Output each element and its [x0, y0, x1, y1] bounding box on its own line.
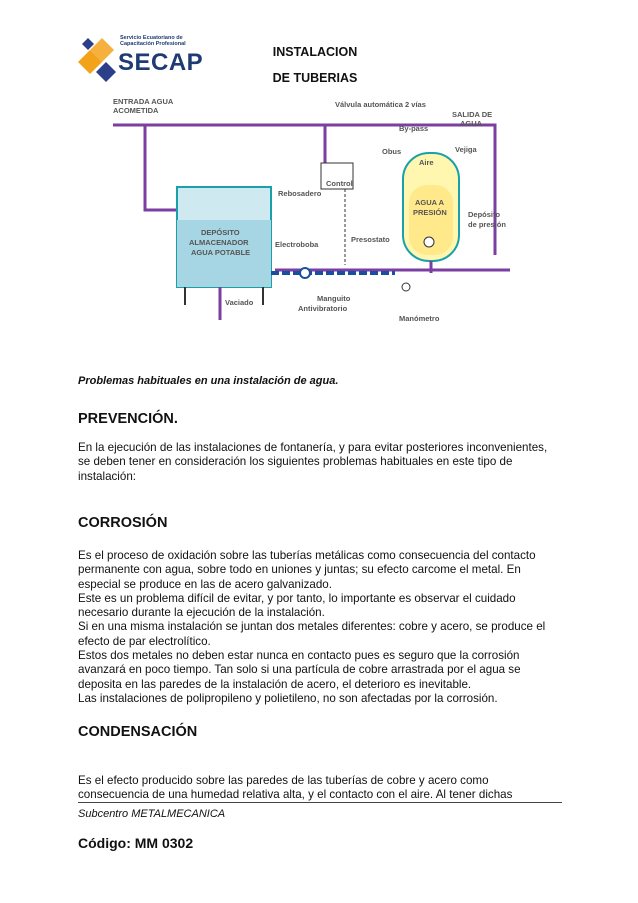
- secap-logo-mark: [76, 32, 120, 82]
- heading-condensacion: CONDENSACIÓN: [78, 724, 198, 740]
- text-line: avanzará en poco tiempo. Tan solo si una partícula de cobre arrastrada por el agua se: [78, 663, 521, 677]
- label-salida1: SALIDA DE: [452, 110, 493, 119]
- subtitle: Problemas habituales en una instalación de agua.: [78, 375, 339, 387]
- label-bypass: By-pass: [399, 124, 429, 133]
- text-line: instalación:: [78, 469, 137, 483]
- label-rebosadero: Rebosadero: [278, 189, 322, 198]
- secap-logo: [76, 32, 206, 84]
- label-acometida: ACOMETIDA: [113, 106, 159, 115]
- text-line: efecto de par electrolítico.: [78, 634, 211, 648]
- label-dep-presion2: de presión: [468, 220, 506, 229]
- text-line: Las instalaciones de polipropileno y polietileno, no son afectadas por la corrosión.: [78, 691, 498, 705]
- text-line: En la ejecución de las instalaciones de fontanería, y para evitar posteriores inconvenientes,: [78, 441, 548, 454]
- label-electroboba: Electroboba: [275, 240, 319, 249]
- label-presostato: Presostato: [351, 235, 390, 244]
- text-line: Estos dos metales no deben estar nunca en contacto pues es seguro que la corrosión: [78, 649, 520, 663]
- label-control: Control: [326, 179, 353, 188]
- label-vejiga: Vejiga: [455, 145, 477, 154]
- label-salida2: AGUA: [460, 119, 483, 128]
- label-dep-presion1: Depósito: [468, 210, 501, 219]
- label-presion: PRESIÓN: [413, 208, 447, 217]
- text-line: Si en una misma instalación se juntan dos metales diferentes: cobre y acero, se produce el: [78, 620, 546, 634]
- label-manguito1: Manguito: [317, 294, 351, 303]
- text-line: Es el proceso de oxidación sobre las tuberías metálicas como consecuencia del contacto: [78, 549, 536, 562]
- label-entrada: ENTRADA AGUA: [113, 97, 174, 106]
- heading-corrosion: CORROSIÓN: [78, 515, 168, 531]
- page-title-line2: DE TUBERIAS: [272, 71, 358, 85]
- label-deposito3: AGUA POTABLE: [191, 248, 251, 257]
- footer-subcentro: Subcentro METALMECANICA: [78, 808, 226, 820]
- text-line: deposita en las paredes de la instalación de acero, el deterioro es inevitable.: [78, 677, 472, 691]
- footer-divider: [78, 802, 562, 803]
- footer-codigo: Código: MM 0302: [78, 835, 194, 851]
- label-deposito2: ALMACENADOR: [189, 238, 249, 247]
- logo-big-text: SECAP: [118, 49, 204, 76]
- label-agua-a: AGUA A: [415, 198, 445, 207]
- text-line: especial se produce en las de acero galvanizado.: [78, 577, 332, 591]
- text-line: se deben tener en consideración los siguientes problemas habituales en este tipo de: [78, 455, 513, 469]
- label-deposito1: DEPÓSITO: [201, 228, 240, 237]
- paragraph-prevencion: [78, 441, 562, 484]
- paragraph-corrosion: [78, 549, 562, 706]
- paragraph-condensacion: [78, 774, 562, 803]
- text-line: consecuencia de una humedad relativa alta, y el contacto con el aire. Al tener dichas: [78, 788, 513, 802]
- text-line: Este es un problema difícil de evitar, y por tanto, lo importante es observar el cuidado: [78, 591, 516, 605]
- heading-prevencion: PREVENCIÓN.: [78, 411, 178, 427]
- label-manguito2: Antivibratorio: [298, 304, 348, 313]
- pump-icon: [300, 268, 310, 278]
- label-manometro: Manómetro: [399, 314, 440, 323]
- plumbing-diagram: [95, 95, 523, 335]
- label-valvula: Válvula automática 2 vías: [335, 100, 426, 109]
- page-title-line1: INSTALACION: [272, 45, 358, 59]
- label-aire: Aire: [419, 158, 434, 167]
- label-vaciado: Vaciado: [225, 298, 254, 307]
- text-line: Es el efecto producido sobre las paredes de las tuberías de cobre y acero como: [78, 774, 489, 787]
- manometer-icon: [402, 283, 410, 291]
- logo-small-text: Servicio Ecuatoriano de Capacitación Profesional: [120, 35, 186, 47]
- text-line: necesario durante la ejecución de la instalación.: [78, 606, 325, 620]
- text-line: permanente con agua, sobre todo en uniones y juntas; su efecto carcome el metal. En: [78, 563, 521, 577]
- label-obus: Obus: [382, 147, 402, 156]
